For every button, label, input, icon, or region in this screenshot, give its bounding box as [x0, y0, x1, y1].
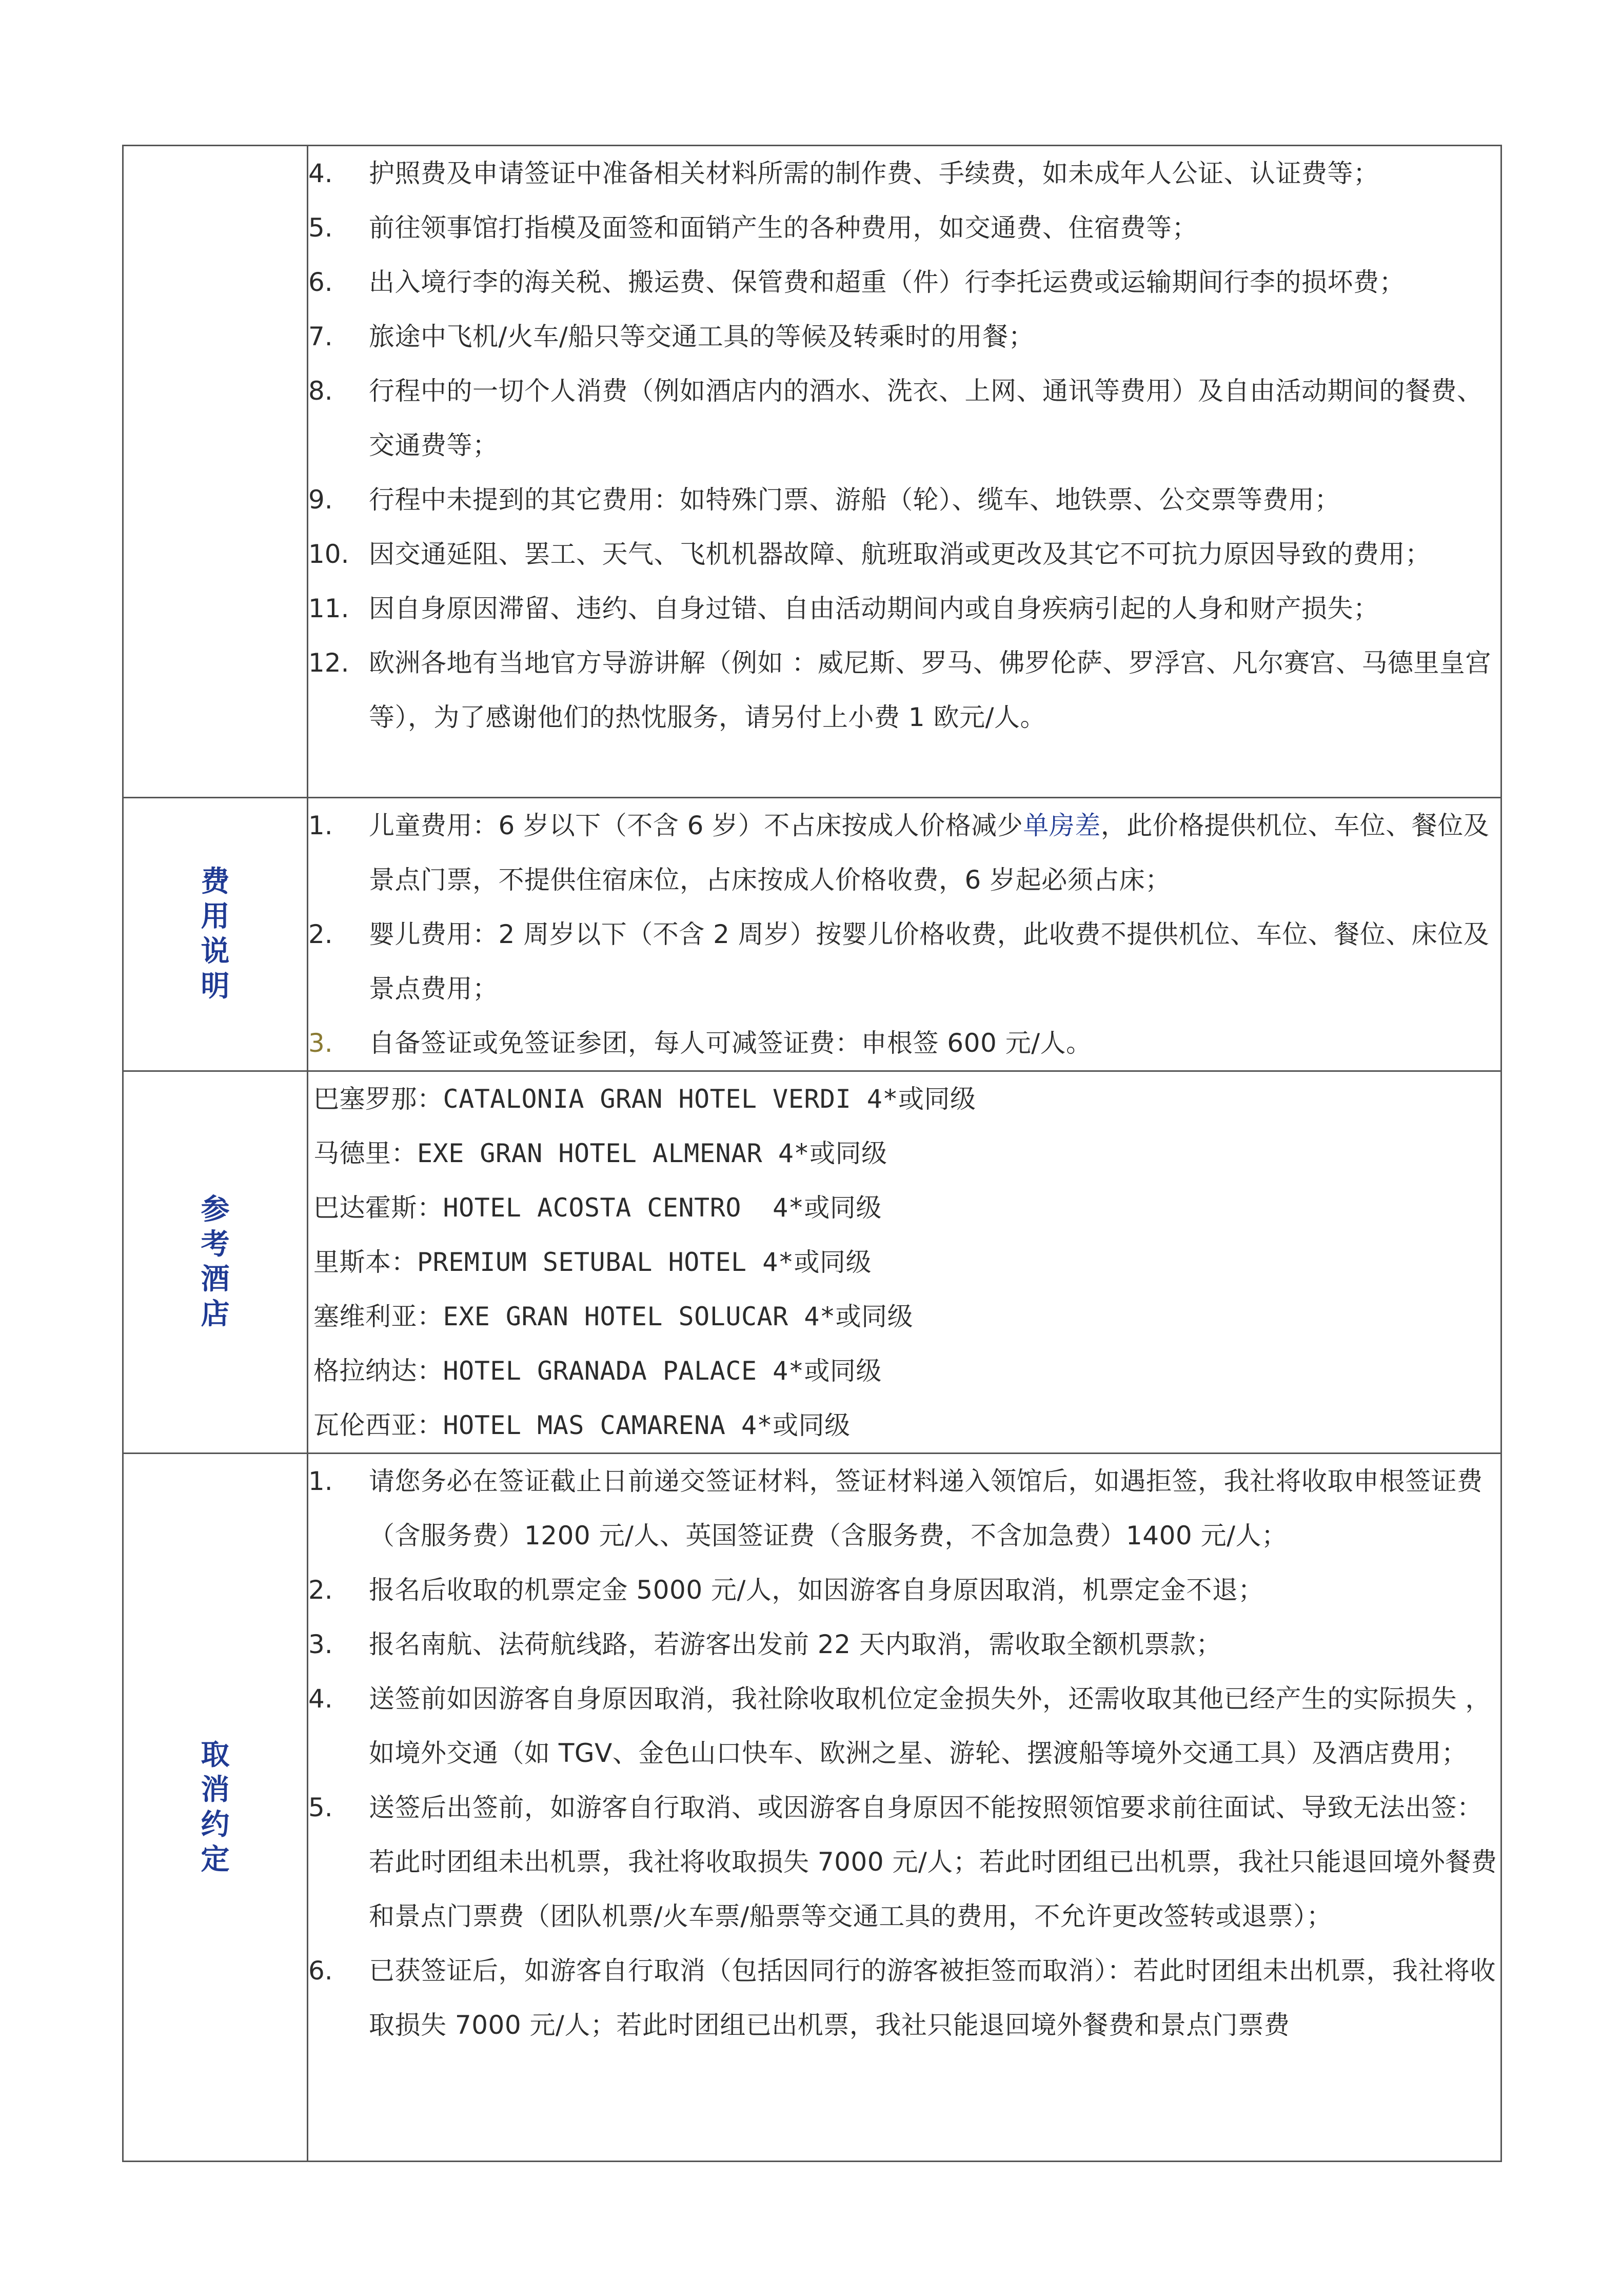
- list-item: [308, 636, 1500, 744]
- cancel-label: 取消约定: [201, 1738, 230, 1876]
- cancel-label-cell: [123, 1454, 308, 2162]
- item-number: 4.: [308, 1684, 333, 1714]
- hotels-label: 参考酒店: [201, 1193, 230, 1331]
- list-item: [308, 309, 1500, 364]
- item-text: 因交通延阻、罢工、天气、飞机机器故障、航班取消或更改及其它不可抗力原因导致的费用；: [369, 539, 1431, 569]
- fees-label-cell: [123, 798, 308, 1071]
- info-table: [122, 145, 1502, 2162]
- item-text: 婴儿费用：2 周岁以下（不含 2 周岁）按婴儿价格收费，此收费不提供机位、车位、餐位、床位及景点费用；: [369, 919, 1490, 1004]
- item-text: 护照费及申请签证中准备相关材料所需的制作费、手续费，如未成年人公证、认证费等；: [369, 159, 1379, 188]
- hotel-name: HOTEL GRANADA PALACE 4*或同级: [443, 1356, 882, 1386]
- item-number: 1.: [308, 811, 333, 840]
- item-text: 欧洲各地有当地官方导游讲解（例如 ：威尼斯、罗马、佛罗伦萨、罗浮宫、凡尔赛宫、马德里皇宫等），为了感谢他们的热忱服务，请另付上小费 1 欧元/人。: [369, 648, 1491, 732]
- list-item: [308, 1016, 1500, 1070]
- row-cancel: [123, 1454, 1501, 2162]
- item-number: 5.: [308, 213, 333, 243]
- hotel-name: HOTEL ACOSTA CENTRO 4*或同级: [443, 1193, 882, 1223]
- list-item: [308, 907, 1500, 1016]
- hotel-city: 马德里：: [313, 1139, 417, 1168]
- item-number: 5.: [308, 1793, 333, 1822]
- hotel-line: [313, 1072, 1500, 1126]
- list-item: [308, 1454, 1500, 1563]
- hotel-city: 塞维利亚：: [313, 1302, 443, 1331]
- item-number: 8.: [308, 376, 333, 406]
- hotel-city: 巴达霍斯：: [313, 1193, 443, 1223]
- highlight-text: 单房差: [1023, 811, 1101, 840]
- list-item: [308, 255, 1500, 309]
- hotel-name: HOTEL MAS CAMARENA 4*或同级: [443, 1410, 851, 1440]
- hotel-name: CATALONIA GRAN HOTEL VERDI 4*或同级: [443, 1084, 976, 1114]
- list-item: [308, 527, 1500, 581]
- fees-content: [308, 798, 1501, 1071]
- item-number: 4.: [308, 159, 333, 188]
- item-number: 3.: [308, 1630, 333, 1659]
- hotel-line: [313, 1398, 1500, 1453]
- fees-label: 费用说明: [201, 865, 230, 1003]
- list-item: [308, 364, 1500, 473]
- item-text: 送签前如因游客自身原因取消，我社除收取机位定金损失外，还需收取其他已经产生的实际损失 ，如境外交通（如 TGV、金色山口快车、欧洲之星、游轮、摆渡船等境外交通工具）及酒店费用；: [369, 1684, 1491, 1768]
- hotel-line: [313, 1181, 1500, 1235]
- hotel-name: PREMIUM SETUBAL HOTEL 4*或同级: [417, 1247, 872, 1277]
- item-text: 前往领事馆打指模及面签和面销产生的各种费用，如交通费、住宿费等；: [369, 213, 1198, 243]
- row-excluded: [123, 146, 1501, 798]
- hotel-city: 巴塞罗那：: [313, 1084, 443, 1114]
- list-item: [308, 473, 1500, 527]
- hotel-line: [313, 1235, 1500, 1289]
- item-number: 11.: [308, 594, 349, 623]
- item-text-after: ，此价格提供机位、车位、餐位及景点门票，不提供住宿床位，占床按成人价格收费，6 岁起必须占床；: [369, 811, 1490, 895]
- item-text: 行程中未提到的其它费用：如特殊门票、游船（轮）、缆车、地铁票、公交票等费用；: [369, 485, 1340, 515]
- hotel-city: 格拉纳达：: [313, 1356, 443, 1386]
- item-text: 自备签证或免签证参团，每人可减签证费：申根签 600 元/人。: [369, 1028, 1092, 1058]
- item-text: 请您务必在签证截止日前递交签证材料，签证材料递入领馆后，如遇拒签，我社将收取申根签证费（含服务费）1200 元/人、英国签证费（含服务费，不含加急费）1400 元/人；: [369, 1466, 1483, 1551]
- item-text-before: 儿童费用：6 岁以下（不含 6 岁）不占床按成人价格减少: [369, 811, 1023, 840]
- hotel-name: EXE GRAN HOTEL ALMENAR 4*或同级: [417, 1139, 887, 1168]
- list-item: [308, 1944, 1500, 2052]
- item-number: 7.: [308, 322, 333, 351]
- hotel-line: [313, 1289, 1500, 1344]
- hotel-city: 里斯本：: [313, 1247, 417, 1277]
- list-item: [308, 1563, 1500, 1617]
- item-text: 旅途中飞机/火车/船只等交通工具的等候及转乘时的用餐；: [369, 322, 1035, 351]
- hotel-line: [313, 1126, 1500, 1181]
- item-text: 已获签证后，如游客自行取消（包括因同行的游客被拒签而取消）：若此时团组未出机票，我社将收取损失 7000 元/人；若此时团组已出机票，我社只能退回境外餐费和景点门票费: [369, 1956, 1496, 2040]
- hotel-name: EXE GRAN HOTEL SOLUCAR 4*或同级: [443, 1302, 914, 1331]
- cancel-content: [308, 1454, 1501, 2162]
- list-item: [308, 1780, 1500, 1944]
- list-item: [308, 798, 1500, 907]
- row-hotels: [123, 1071, 1501, 1454]
- list-item: [308, 146, 1500, 201]
- item-number: 6.: [308, 1956, 333, 1986]
- hotel-city: 瓦伦西亚：: [313, 1410, 443, 1440]
- item-text: 因自身原因滞留、违约、自身过错、自由活动期间内或自身疾病引起的人身和财产损失；: [369, 594, 1379, 623]
- item-number: 3.: [308, 1028, 333, 1058]
- item-number: 2.: [308, 919, 333, 949]
- list-item: [308, 581, 1500, 636]
- item-number: 2.: [308, 1575, 333, 1605]
- list-item: [308, 1617, 1500, 1672]
- item-text: [369, 798, 1500, 907]
- excluded-content: [308, 146, 1501, 798]
- row-fees: [123, 798, 1501, 1071]
- item-number: 12.: [308, 648, 349, 678]
- excluded-label-cell: [123, 146, 308, 798]
- list-item: [308, 201, 1500, 255]
- item-number: 9.: [308, 485, 333, 515]
- item-text: 行程中的一切个人消费（例如酒店内的酒水、洗衣、上网、通讯等费用）及自由活动期间的餐费、交通费等；: [369, 376, 1483, 460]
- list-item: [308, 1672, 1500, 1780]
- item-text: 报名后收取的机票定金 5000 元/人，如因游客自身原因取消，机票定金不退；: [369, 1575, 1264, 1605]
- hotels-label-cell: [123, 1071, 308, 1454]
- item-text: 出入境行李的海关税、搬运费、保管费和超重（件）行李托运费或运输期间行李的损坏费；: [369, 267, 1405, 297]
- item-text: 报名南航、法荷航线路，若游客出发前 22 天内取消，需收取全额机票款；: [369, 1630, 1222, 1659]
- hotel-line: [313, 1344, 1500, 1398]
- hotels-content: [308, 1071, 1501, 1454]
- item-number: 6.: [308, 267, 333, 297]
- item-number: 10.: [308, 539, 349, 569]
- item-text: 送签后出签前，如游客自行取消、或因游客自身原因不能按照领馆要求前往面试、导致无法出签：若此时团组未出机票，我社将收取损失 7000 元/人；若此时团组已出机票，我社只能退回境外餐费和景点门票费（团队机票/火车票/船票等交通工具的费用，不允许更改签转或退票）；: [369, 1793, 1497, 1931]
- item-number: 1.: [308, 1466, 333, 1496]
